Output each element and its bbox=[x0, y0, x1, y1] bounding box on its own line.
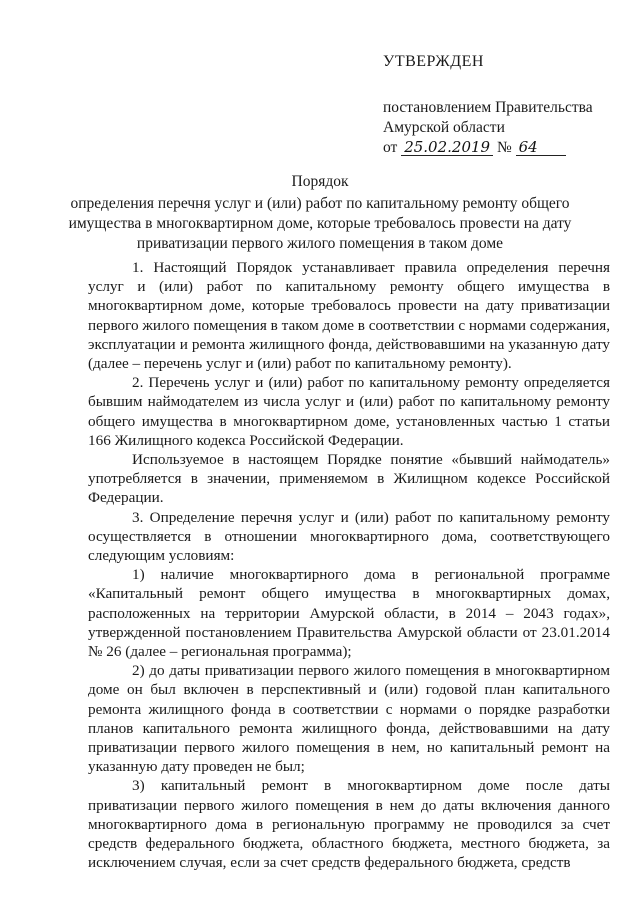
paragraph-7: 3) капитальный ремонт в многоквартирном доме после даты приватизации первого жилого помещения в нем до даты включения данного многоквартирного дома в региональную программу не проводился за счет средств федерального бюджета, областного бюджета, местного бюджета, за исключением случая, если за счет средств федерального бюджета, средств bbox=[88, 777, 610, 872]
approval-region-line: Амурской области bbox=[383, 119, 505, 136]
paragraph-4: 3. Определение перечня услуг и (или) работ по капитальному ремонту осуществляется в отношении многоквартирного дома, соответствующего следующим условиям: bbox=[88, 508, 610, 565]
approval-heading: УТВЕРЖДЕН bbox=[383, 53, 484, 70]
approval-issuer-line: постановлением Правительства bbox=[383, 99, 593, 116]
document-title bbox=[60, 172, 580, 254]
paragraph-3: Используемое в настоящем Порядке понятие «бывший наймодатель» употребляется в значении, применяемом в Жилищном кодексе Российской Федерации. bbox=[88, 451, 610, 507]
approval-stamp-block bbox=[383, 52, 613, 158]
paragraph-1: 1. Настоящий Порядок устанавливает правила определения перечня услуг и (или) работ по капитальному ремонту общего имущества в многоквартирном доме, которые требовалось провести на дату приватизации первого жилого помещения в таком доме в соответствии с нормами содержания, эксплуатации и ремонта жилищного фонда, действовавшими на указанную дату (далее – перечень услуг и (или) работ по капитальному ремонту). bbox=[88, 259, 610, 373]
paragraph-2: 2. Перечень услуг и (или) работ по капитальному ремонту определяется бывшим наймодателем из числа услуг и (или) работ по капитальному ремонту общего имущества в многоквартирном доме, установленных частью 1 статьи 166 Жилищного кодекса Российской Федерации. bbox=[88, 374, 610, 449]
approval-date-line bbox=[383, 138, 613, 158]
paragraph-5: 1) наличие многоквартирного дома в региональной программе «Капитальный ремонт общего имущества в многоквартирных домах, расположенных на территории Амурской области, в 2014 – 2043 годах», утвержденной постановлением Правительства Амурской области от 23.01.2014 № 26 (далее – региональная программа); bbox=[88, 566, 610, 661]
handwritten-number: 64 bbox=[516, 140, 566, 156]
paragraph-6: 2) до даты приватизации первого жилого помещения в многоквартирном доме он был включен в перспективный и (или) годовой план капитального ремонта жилищного фонда в соответствии с нормами о порядке разработки планов капитального ремонта жилищного фонда, действовавшими на дату приватизации первого жилого помещения в нем, но капитальный ремонт на указанную дату проведен не был; bbox=[88, 662, 610, 776]
date-prefix: от bbox=[383, 139, 398, 156]
title-word: Порядок bbox=[291, 173, 349, 190]
document-body bbox=[88, 258, 610, 873]
number-sign: № bbox=[496, 139, 512, 156]
handwritten-date: 25.02.2019 bbox=[401, 140, 493, 156]
title-description: определения перечня услуг и (или) работ по капитальному ремонту общего имущества в многоквартирном доме, которые требовалось провести на дату приватизации первого жилого помещения в таком доме bbox=[68, 195, 572, 252]
